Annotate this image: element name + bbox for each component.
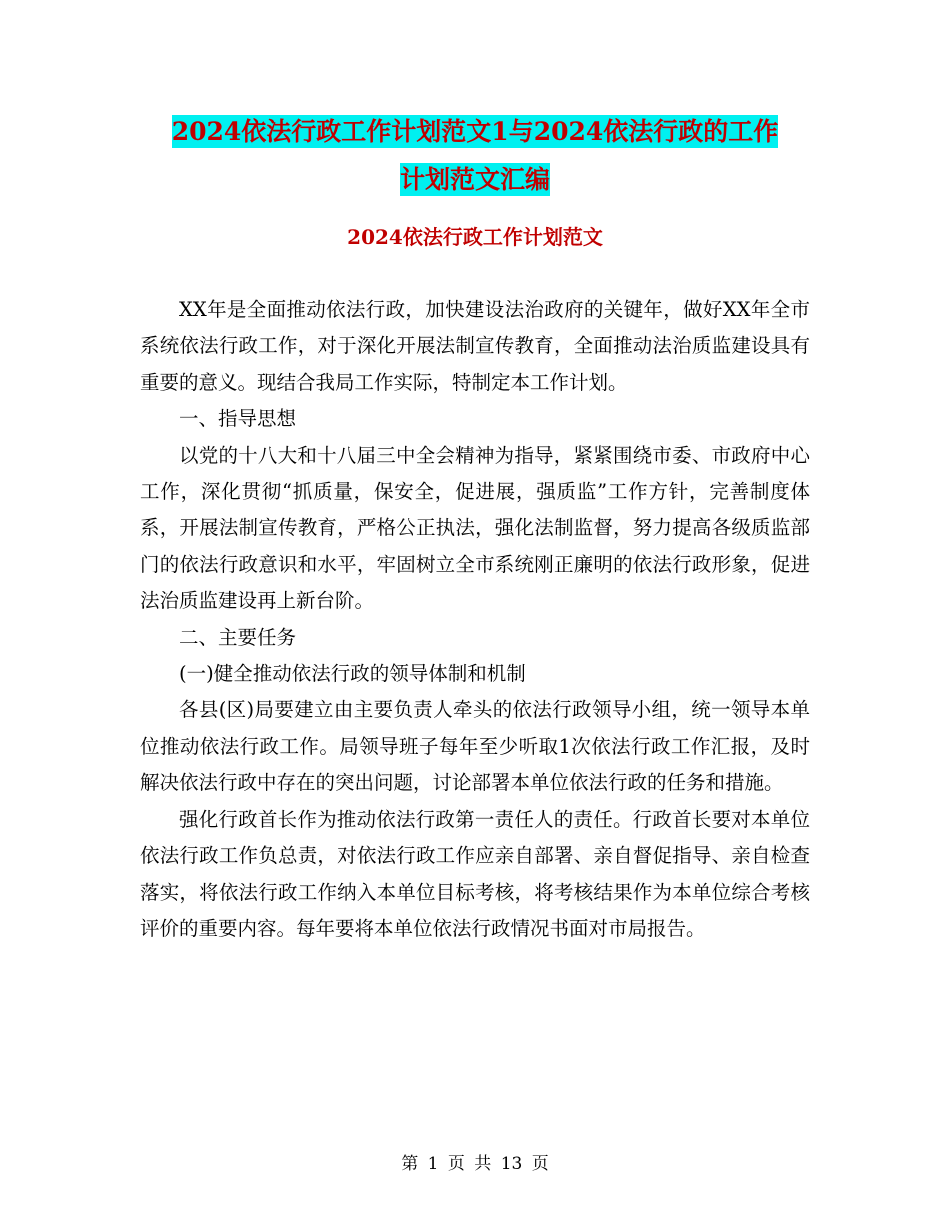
paragraph-guiding-ideology: 以党的十八大和十八届三中全会精神为指导，紧紧围绕市委、市政府中心工作，深化贯彻“抓质量，保安全，促进展，强质监”工作方针，完善制度体系，开展法制宣传教育，严格公正执法，强化法制监督，努力提高各级质监部门的依法行政意识和水平，牢固树立全市系统刚正廉明的依法行政形象，促进法治质监建设再上新台阶。 (140, 443, 810, 613)
document-title-line-2: 计划范文汇编 (399, 165, 550, 194)
section-title: 2024依法行政工作计划范文 (347, 225, 603, 249)
heading-guiding-ideology: 一、指导思想 (179, 407, 297, 431)
document-body (140, 292, 810, 947)
subheading-leadership-system: (一)健全推动依法行政的领导体制和机制 (179, 662, 526, 686)
paragraph-chief-responsibility: 强化行政首长作为推动依法行政第一责任人的责任。行政首长要对本单位依法行政工作负总责，对依法行政工作应亲自部署、亲自督促指导、亲自检查落实，将依法行政工作纳入本单位目标考核，将考核结果作为本单位综合考核评价的重要内容。每年要将本单位依法行政情况书面对市局报告。 (140, 807, 810, 940)
heading-main-tasks: 二、主要任务 (179, 625, 297, 649)
paragraph-leadership-group: 各县(区)局要建立由主要负责人牵头的依法行政领导小组，统一领导本单位推动依法行政工作。局领导班子每年至少听取1次依法行政工作汇报，及时解决依法行政中存在的突出问题，讨论部署本单位依法行政的任务和措施。 (140, 698, 810, 795)
document-title-line-1: 2024依法行政工作计划范文1与2024依法行政的工作 (171, 117, 779, 146)
paragraph-intro: XX年是全面推动依法行政，加快建设法治政府的关键年，做好XX年全市系统依法行政工作，对于深化开展法制宣传教育，全面推动法治质监建设具有重要的意义。现结合我局工作实际，特制定本工作计划。 (140, 298, 810, 394)
page-footer: 第 1 页 共 13 页 (401, 1154, 549, 1174)
document-title (140, 108, 810, 204)
